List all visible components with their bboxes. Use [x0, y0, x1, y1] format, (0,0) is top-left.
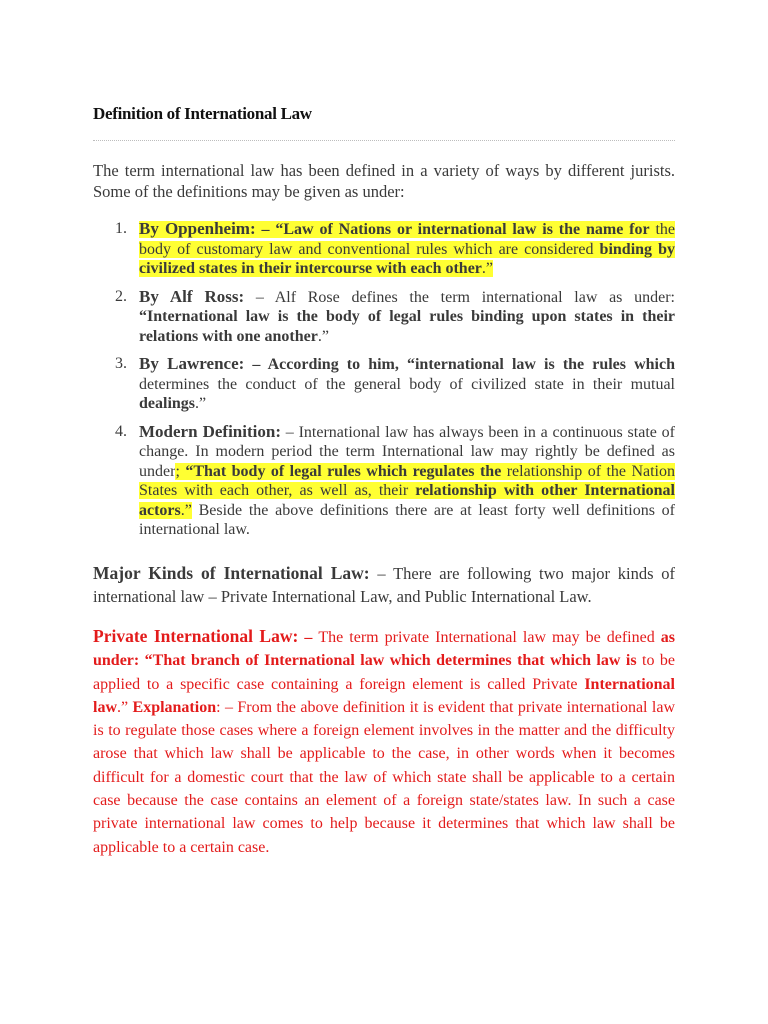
definition-oppenheim [93, 219, 675, 279]
definition-label: By Oppenheim: [139, 219, 256, 238]
definition-label: Modern Definition: [139, 421, 281, 441]
list-number: 2. [115, 287, 127, 305]
definition-label: By Alf Ross: [139, 286, 245, 306]
highlighted-text: By Oppenheim: – “Law of Nations or international law is the name for the body of customary law and conventional rules which are considered binding by civilized states in their intercourse with each other.” [139, 219, 676, 277]
definition-alf-ross: 2. By Alf Ross: – Alf Rose defines the term international law as under: “International law is the body of legal rules binding upon states in their relations with one another.” [115, 286, 675, 345]
intro-paragraph: The term international law has been defined in a variety of ways by different jurists. Some of the definitions may be given as under: [93, 161, 675, 201]
definition-lawrence: 3. By Lawrence: – According to him, “international law is the rules which determines the conduct of the general body of civilized state in their mutual dealings.” [115, 354, 676, 412]
list-number: 4. [115, 422, 127, 440]
explanation-label: Explanation [132, 698, 217, 716]
list-number: 1. [115, 220, 127, 237]
definition-modern: 4. Modern Definition: – International law has always been in a continuous state of change. In modern period the term International law may rightly be defined as under; “That body of legal rules which regulates the relationship of the Nation States with each other, as well as, their relationship with other International actors.” Beside the above definitions there are at least forty well definitions of international law. [115, 421, 675, 538]
section-heading: Major Kinds of International Law: [93, 563, 370, 583]
definitions-list [93, 219, 675, 548]
private-law-paragraph: Private International Law: – The term private International law may be defined as under: “That branch of International law which determines that which law is to be applied to a specific case containing a foreign element is called Private International law.” Explanation: – From the above definition it is evident that private international law is to regulate those cases where a foreign element involves in the matter and the difficulty arose that which law shall be applicable to the case, in other words when it becomes difficult for a domestic court that the law of which state shall be applicable to a certain case because the case contains an element of a foreign state/states law. In such a case private international law comes to help because it determines that which law shall be applicable to a certain case. [93, 626, 676, 856]
section-heading: Private International Law: [93, 626, 299, 646]
definition-label: By Lawrence: [139, 354, 245, 373]
highlighted-text: ; “That body of legal rules which regulates the relationship of the Nation States with each other, as well as, their relationship with other International actors.” [139, 462, 675, 519]
dotted-divider [93, 140, 675, 141]
major-kinds-paragraph: Major Kinds of International Law: – There are following two major kinds of international law – Private International Law, and Public International Law. [93, 563, 676, 606]
page-title: Definition of International Law [93, 104, 312, 123]
list-number: 3. [115, 355, 127, 372]
